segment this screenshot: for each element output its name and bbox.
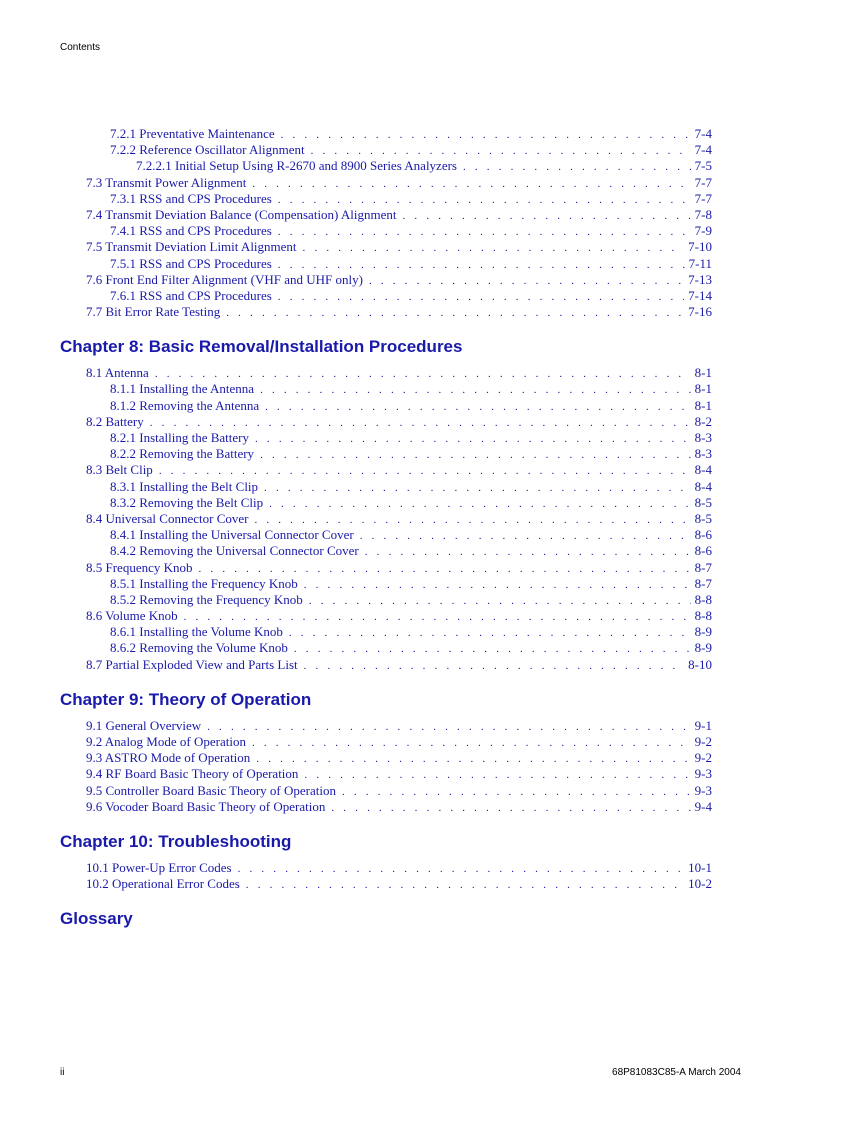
toc-entry-page: 8-5 xyxy=(694,494,712,510)
dot-leader xyxy=(255,433,691,445)
toc-entry-page: 7-9 xyxy=(694,223,712,239)
toc-entry-page: 7-16 xyxy=(688,304,712,320)
dot-leader xyxy=(254,514,690,526)
dot-leader xyxy=(304,660,685,672)
toc-entry-page: 8-6 xyxy=(694,527,712,543)
toc-entry[interactable] xyxy=(60,398,712,414)
toc-entry-title: 9.5 Controller Board Basic Theory of Operation xyxy=(86,782,336,798)
toc-entry[interactable] xyxy=(60,239,712,255)
footer-doc-id: 68P81083C85-A March 2004 xyxy=(612,1067,741,1078)
toc-entry[interactable] xyxy=(60,479,712,495)
toc-entry-title: 8.5.1 Installing the Frequency Knob xyxy=(110,575,298,591)
toc-entry-page: 8-9 xyxy=(694,624,712,640)
dot-leader xyxy=(264,482,691,494)
toc-entry-title: 9.2 Analog Mode of Operation xyxy=(86,734,246,749)
toc-entry-title: 8.1.1 Installing the Antenna xyxy=(110,381,255,397)
chapter-heading[interactable]: Chapter 8: Basic Removal/Installation Procedures xyxy=(60,337,463,357)
dot-leader xyxy=(252,178,690,190)
chapter-heading[interactable]: Chapter 9: Theory of Operation xyxy=(60,689,312,709)
toc-entry-title: 8.6.2 Removing the Volume Knob xyxy=(110,640,288,656)
dot-leader xyxy=(360,530,691,542)
toc-entry-page: 9-2 xyxy=(694,750,712,766)
chapter-heading[interactable]: Chapter 10: Troubleshooting xyxy=(60,831,292,851)
toc-entry-title: 10.2 Operational Error Codes xyxy=(86,876,240,892)
toc-entry[interactable] xyxy=(60,381,712,397)
toc-entry-title: 8.2.1 Installing the Battery xyxy=(110,430,250,445)
dot-leader xyxy=(303,242,685,254)
toc-entry-title: 8.4 Universal Connector Cover xyxy=(86,510,249,526)
dot-leader xyxy=(184,611,691,623)
toc-entry-page: 8-5 xyxy=(694,510,712,526)
toc-entry-page: 8-4 xyxy=(694,462,712,478)
toc-entry-title: 8.2 Battery xyxy=(86,413,144,429)
dot-leader xyxy=(304,579,691,591)
toc-entry-title: 7.2.2.1 Initial Setup Using R-2670 and 8900 Series Analyzers xyxy=(136,158,457,174)
toc-entry-page: 8-8 xyxy=(694,608,712,624)
dot-leader xyxy=(159,465,691,477)
toc-entry-page: 9-2 xyxy=(694,734,712,749)
toc-entry-title: 8.1 Antenna xyxy=(86,365,149,381)
toc-entry-title: 7.5.1 RSS and CPS Procedures xyxy=(110,255,272,271)
dot-leader xyxy=(207,721,691,733)
dot-leader xyxy=(150,417,691,429)
toc-entry-title: 8.4.2 Removing the Universal Connector Cover xyxy=(110,543,359,559)
dot-leader xyxy=(281,129,691,141)
dot-leader xyxy=(342,786,691,798)
dot-leader xyxy=(199,563,691,575)
toc-entry[interactable] xyxy=(60,142,712,158)
toc-entry-page: 8-7 xyxy=(694,575,712,591)
toc-entry[interactable] xyxy=(60,592,712,608)
toc-entry-page: 7-4 xyxy=(694,126,712,141)
toc-entry[interactable] xyxy=(60,446,712,462)
dot-leader xyxy=(403,210,691,222)
toc-entry[interactable] xyxy=(60,560,712,576)
toc-entry[interactable] xyxy=(60,430,712,446)
toc-entry-page: 7-5 xyxy=(694,158,712,174)
dot-leader xyxy=(369,275,684,287)
toc-entry-page: 7-13 xyxy=(688,271,712,287)
toc-entry-title: 7.4 Transmit Deviation Balance (Compensation) Alignment xyxy=(86,206,397,222)
toc-entry-title: 7.7 Bit Error Rate Testing xyxy=(86,304,221,320)
toc-entry-title: 7.2.1 Preventative Maintenance xyxy=(110,126,275,141)
dot-leader xyxy=(278,226,691,238)
toc-entry-page: 7-14 xyxy=(688,287,712,303)
toc-entry-page: 8-1 xyxy=(694,397,712,413)
toc-entry[interactable] xyxy=(60,511,712,527)
toc-entry-title: 8.5.2 Removing the Frequency Knob xyxy=(110,591,303,607)
toc-entry[interactable] xyxy=(60,799,712,815)
toc-entry-title: 8.6.1 Installing the Volume Knob xyxy=(110,624,283,640)
toc-entry-title: 8.6 Volume Knob xyxy=(86,608,178,624)
toc-entry[interactable] xyxy=(60,608,712,624)
toc-entry-title: 8.2.2 Removing the Battery xyxy=(110,446,255,462)
toc-entry-title: 7.5 Transmit Deviation Limit Alignment xyxy=(86,239,297,255)
toc-entry[interactable] xyxy=(60,750,712,766)
dot-leader xyxy=(278,291,684,303)
dot-leader xyxy=(260,449,691,461)
dot-leader xyxy=(155,368,691,380)
toc-entry-page: 8-1 xyxy=(694,365,712,381)
dot-leader xyxy=(278,194,691,206)
toc-entry[interactable] xyxy=(60,256,712,272)
toc-entry[interactable] xyxy=(60,304,712,320)
toc-entry-page: 7-8 xyxy=(694,206,712,222)
page-header: Contents xyxy=(60,42,101,53)
toc-entry[interactable] xyxy=(60,527,712,543)
toc-entry-page: 8-9 xyxy=(694,640,712,656)
toc-entry[interactable] xyxy=(60,543,712,559)
dot-leader xyxy=(309,595,691,607)
toc-entry[interactable] xyxy=(60,126,712,142)
dot-leader xyxy=(463,161,691,173)
toc-entry-page: 8-8 xyxy=(694,591,712,607)
toc-entry[interactable] xyxy=(60,734,712,750)
dot-leader xyxy=(304,769,690,781)
toc-entry-title: 7.4.1 RSS and CPS Procedures xyxy=(110,223,272,239)
toc-entry[interactable] xyxy=(60,223,712,239)
toc-entry-page: 7-4 xyxy=(694,142,712,158)
toc-entry-page: 8-6 xyxy=(694,543,712,559)
toc-entry[interactable] xyxy=(60,365,712,381)
dot-leader xyxy=(246,879,684,891)
toc-entry-title: 7.6 Front End Filter Alignment (VHF and UHF only) xyxy=(86,271,363,287)
toc-entry-page: 9-3 xyxy=(694,766,712,782)
toc-entry[interactable] xyxy=(60,191,712,207)
dot-leader xyxy=(365,546,691,558)
chapter-heading[interactable]: Glossary xyxy=(60,909,133,929)
toc-entry-title: 7.3 Transmit Power Alignment xyxy=(86,174,247,190)
toc-entry-title: 8.3.2 Removing the Belt Clip xyxy=(110,494,264,510)
toc-entry[interactable] xyxy=(60,876,712,892)
toc-entry-title: 7.6.1 RSS and CPS Procedures xyxy=(110,287,272,303)
toc-entry-title: 8.3 Belt Clip xyxy=(86,462,153,478)
footer-page-number: ii xyxy=(60,1067,65,1078)
toc-entry[interactable] xyxy=(60,462,712,478)
toc-entry-page: 8-3 xyxy=(694,430,712,445)
dot-leader xyxy=(256,753,690,765)
toc-entry-page: 8-3 xyxy=(694,446,712,462)
toc-entry-title: 7.3.1 RSS and CPS Procedures xyxy=(110,190,272,206)
dot-leader xyxy=(260,384,691,396)
dot-leader xyxy=(226,307,684,319)
toc-entry-page: 10-2 xyxy=(688,876,712,892)
dot-leader xyxy=(269,498,691,510)
toc-entry-title: 9.6 Vocoder Board Basic Theory of Operation xyxy=(86,798,326,814)
toc-entry[interactable] xyxy=(60,158,712,174)
toc-entry-title: 9.3 ASTRO Mode of Operation xyxy=(86,750,251,766)
table-of-contents xyxy=(60,126,712,937)
dot-leader xyxy=(252,737,691,749)
toc-entry-title: 8.5 Frequency Knob xyxy=(86,559,193,575)
dot-leader xyxy=(294,643,691,655)
toc-entry[interactable] xyxy=(60,175,712,191)
toc-entry-title: 9.1 General Overview xyxy=(86,717,202,733)
toc-entry[interactable] xyxy=(60,766,712,782)
dot-leader xyxy=(289,627,691,639)
toc-entry-page: 10-1 xyxy=(688,859,712,875)
toc-entry-page: 9-4 xyxy=(694,798,712,814)
dot-leader xyxy=(311,145,691,157)
toc-entry-page: 8-7 xyxy=(694,559,712,575)
toc-entry-page: 7-7 xyxy=(694,174,712,190)
dot-leader xyxy=(331,802,690,814)
toc-entry[interactable] xyxy=(60,640,712,656)
toc-entry[interactable] xyxy=(60,288,712,304)
toc-entry-page: 9-3 xyxy=(694,782,712,798)
toc-entry[interactable] xyxy=(60,624,712,640)
toc-entry[interactable] xyxy=(60,414,712,430)
toc-entry-page: 7-7 xyxy=(694,190,712,206)
toc-entry[interactable] xyxy=(60,495,712,511)
toc-entry[interactable] xyxy=(60,657,712,673)
toc-entry-title: 7.2.2 Reference Oscillator Alignment xyxy=(110,142,305,158)
toc-entry[interactable] xyxy=(60,576,712,592)
toc-entry-title: 10.1 Power-Up Error Codes xyxy=(86,859,232,875)
dot-leader xyxy=(238,863,685,875)
toc-entry[interactable] xyxy=(60,718,712,734)
toc-entry-page: 9-1 xyxy=(694,717,712,733)
dot-leader xyxy=(278,259,685,271)
toc-entry-page: 8-10 xyxy=(688,656,712,672)
toc-entry[interactable] xyxy=(60,783,712,799)
toc-entry-title: 8.3.1 Installing the Belt Clip xyxy=(110,478,259,494)
dot-leader xyxy=(265,401,691,413)
toc-entry-title: 8.7 Partial Exploded View and Parts List xyxy=(86,656,298,672)
toc-entry[interactable] xyxy=(60,860,712,876)
toc-entry-title: 8.1.2 Removing the Antenna xyxy=(110,397,260,413)
toc-entry-title: 8.4.1 Installing the Universal Connector Cover xyxy=(110,527,354,543)
toc-entry-page: 8-1 xyxy=(694,381,712,397)
toc-entry-page: 8-2 xyxy=(694,413,712,429)
toc-entry-page: 7-10 xyxy=(688,239,712,255)
toc-entry[interactable] xyxy=(60,207,712,223)
toc-entry-page: 7-11 xyxy=(688,255,712,271)
toc-entry-title: 9.4 RF Board Basic Theory of Operation xyxy=(86,766,299,782)
toc-entry[interactable] xyxy=(60,272,712,288)
toc-entry-page: 8-4 xyxy=(694,478,712,494)
